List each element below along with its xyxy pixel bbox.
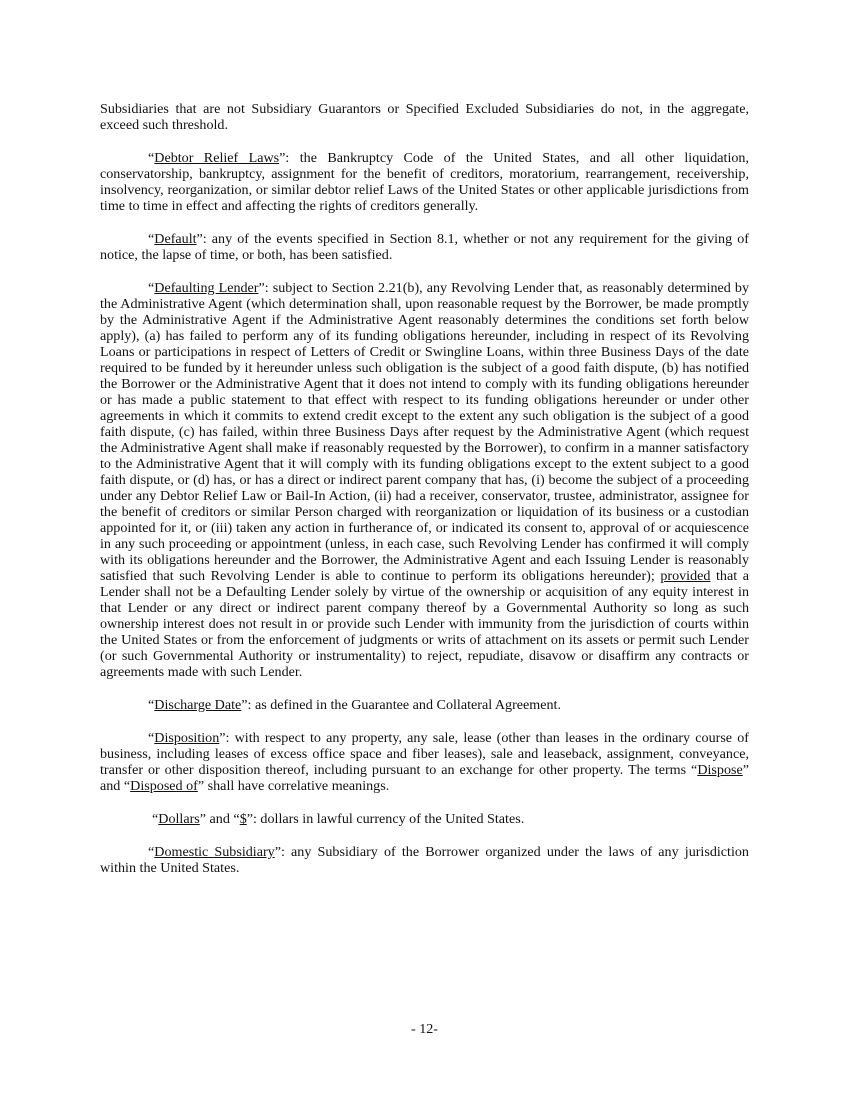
open-quote: “ bbox=[152, 811, 159, 827]
definition-text: any of the events specified in Section 8.1, whether or not any requirement for the giving of notice, the lapse of time, or both, has been satisfied. bbox=[100, 231, 749, 263]
defined-term: Debtor Relief Laws bbox=[154, 150, 280, 166]
defined-term: Defaulting Lender bbox=[154, 280, 259, 296]
definition-connector: ” and “ bbox=[100, 762, 749, 794]
defined-term: Disposition bbox=[154, 730, 220, 746]
close-quote: ”: bbox=[246, 811, 257, 827]
defined-term-disposed-of: Disposed of bbox=[130, 778, 198, 794]
definition-text: subject to Section 2.21(b), any Revolving Lender that, as reasonably determined by the Administrative Agent (which determination shall, upon reasonable request by the Borrower, be made promptly by the Administrative Agent if the Administrative Agent reasonably determines the conditions set forth below apply), (a) has failed to perform any of its funding obligations hereunder, including in respect of its Revolving Loans or participations in respect of Letters of Credit or Swingline Loans, within three Business Days of the date required to be funded by it hereunder unless such obligation is the subject of a good faith dispute, (b) has notified the Borrower or the Administrative Agent that it does not intend to comply with its funding obligations hereunder or has made a public statement to that effect with respect to its funding obligations hereunder or under other agreements in which it commits to extend credit except to the extent any such obligation is the subject of a good faith dispute, (c) has failed, within three Business Days after request by the Administrative Agent (which request the Administrative Agent shall make if reasonably requested by the Borrower), to confirm in a manner satisfactory to the Administrative Agent that it will comply with its funding obligations except to the extent subject to a good faith dispute, or (d) has, or has a direct or indirect parent company that has, (i) become the subject of a proceeding under any Debtor Relief Law or Bail-In Action, (ii) had a receiver, conservator, trustee, administrator, assignee for the benefit of creditors or similar Person charged with reorganization or liquidation of its business or a custodian appointed for it, or (iii) taken any action in furtherance of, or indicated its consent to, approval of or acquiescence in any such proceeding or appointment (unless, in each case, such Revolving Lender has confirmed it will comply with its obligations hereunder and the Borrower, the Administrative Agent and each Issuing Lender is reasonably satisfied that such Revolving Lender is able to continue to perform its obligations hereunder); bbox=[100, 280, 749, 584]
page-number: - 12- bbox=[410, 1021, 438, 1037]
close-quote: ”: bbox=[241, 697, 252, 713]
close-quote: ”: bbox=[219, 730, 230, 746]
definition-text: with respect to any property, any sale, lease (other than leases in the ordinary course of business, including leases of excess office space and fiber leases), sale and leaseback, assignment, conveyance, transfer or other disposition thereof, including pursuant to an exchange for other property. The terms “ bbox=[100, 730, 749, 778]
defined-term: Dollars bbox=[158, 811, 200, 827]
definition-text: as defined in the Guarantee and Collateral Agreement. bbox=[251, 697, 561, 713]
paragraph-continuation bbox=[100, 101, 749, 133]
definition-text-continued: ” shall have correlative meanings. bbox=[197, 778, 390, 794]
definition-text: any Subsidiary of the Borrower organized under the laws of any jurisdiction within the United States. bbox=[100, 844, 749, 876]
defined-term-dollar-sign: $ bbox=[239, 811, 247, 827]
definition-connector: ” and “ bbox=[199, 811, 240, 827]
defined-term: Discharge Date bbox=[154, 697, 242, 713]
definition-defaulting-lender bbox=[100, 280, 749, 680]
open-quote: “ bbox=[148, 280, 155, 296]
defined-term: Default bbox=[154, 231, 197, 247]
proviso-term: provided bbox=[660, 568, 711, 584]
close-quote: ”: bbox=[274, 844, 285, 860]
open-quote: “ bbox=[148, 231, 155, 247]
open-quote: “ bbox=[148, 150, 155, 166]
definition-discharge-date bbox=[100, 697, 749, 713]
close-quote: ”: bbox=[279, 150, 290, 166]
definition-disposition bbox=[100, 730, 749, 794]
definition-debtor-relief-laws bbox=[100, 150, 749, 214]
close-quote: ”: bbox=[196, 231, 207, 247]
defined-term-dispose: Dispose bbox=[697, 762, 743, 778]
definition-dollars bbox=[100, 811, 749, 827]
defined-term: Domestic Subsidiary bbox=[154, 844, 275, 860]
open-quote: “ bbox=[148, 697, 155, 713]
document-page bbox=[100, 101, 749, 893]
close-quote: ”: bbox=[258, 280, 269, 296]
definition-default bbox=[100, 231, 749, 263]
open-quote: “ bbox=[148, 730, 155, 746]
definition-domestic-subsidiary bbox=[100, 844, 749, 876]
definition-text: the Bankruptcy Code of the United States, and all other liquidation, conservatorship, bankruptcy, assignment for the benefit of creditors, moratorium, rearrangement, receivership, insolvency, reorganization, or similar debtor relief Laws of the United States or other applicable jurisdictions from time to time in effect and affecting the rights of creditors generally. bbox=[100, 150, 749, 214]
definition-text: dollars in lawful currency of the United States. bbox=[256, 811, 525, 827]
definition-text-continued: that a Lender shall not be a Defaulting Lender solely by virtue of the ownership or acquisition of any equity interest in that Lender or any direct or indirect parent company thereof by a Governmental Authority so long as such ownership interest does not result in or provide such Lender with immunity from the jurisdiction of courts within the United States or from the enforcement of judgments or writs of attachment on its assets or permit such Lender (or such Governmental Authority or instrumentality) to reject, repudiate, disavow or disaffirm any contracts or agreements made with such Lender. bbox=[100, 568, 749, 680]
paragraph-text: Subsidiaries that are not Subsidiary Guarantors or Specified Excluded Subsidiaries do not, in the aggregate, exceed such threshold. bbox=[100, 101, 749, 133]
open-quote: “ bbox=[148, 844, 155, 860]
